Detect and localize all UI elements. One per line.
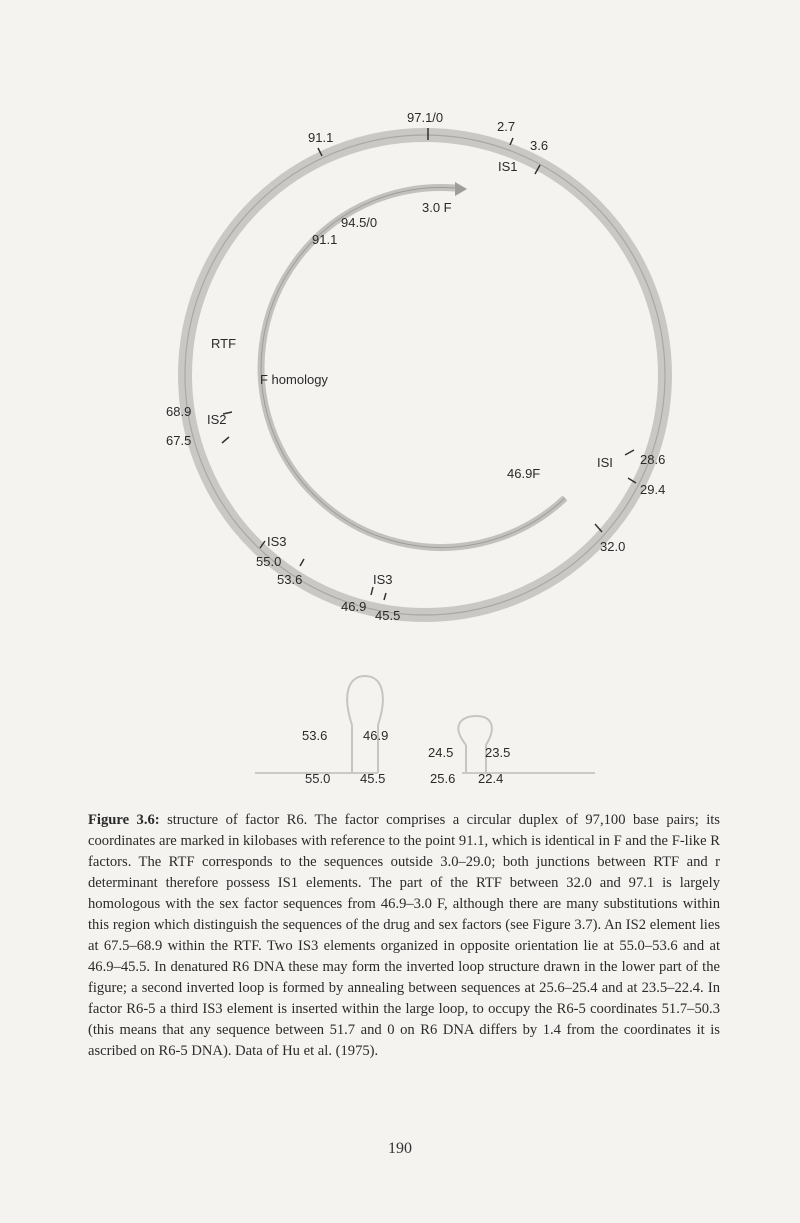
arc-arrow-head: [455, 182, 467, 196]
label-is3-left: IS3: [267, 534, 287, 549]
tick-550: [300, 559, 304, 566]
label-97: 97.1/0: [407, 110, 444, 125]
loop-label-469: 46.9: [363, 728, 389, 743]
label-rtf: RTF: [211, 336, 237, 351]
figure-caption-text: structure of factor R6. The factor comprises a circular duplex of 97,100 base pairs; its coordinates are marked in kilobases with reference to the point 91.1, which is identical in F and the F-like R factors. The RTF corresponds to the sequences outside 3.0–29.0; both junctions between RTF and r determinant therefore possess IS1 elements. The part of the RTF between 32.0 and 97.1 is largely homologous with the sex factor sequences from 46.9–3.0 F, although there are many substitutions within this region which distinguish the sequences of the drug and sex factors (see Figure 3.7). An IS2 element lies at 67.5–68.9 within the RTF. Two IS3 elements organized in opposite orientation lie at 55.0–53.6 and at 46.9–45.5. In denatured R6 DNA these may form the inverted loop structure drawn in the lower part of the figure; a second inverted loop is formed by annealing between sequences at 25.6–25.4 and at 23.5–22.4. In factor R6-5 a third IS3 element is inserted within the large loop, to occupy the R6-5 coordinates 51.7–50.3 (this means that any sequence between 51.7 and 0 on R6 DNA differs by 1.4 from the coordinates it is ascribed on R6-5 DNA). Data of Hu et al. (1975).: [88, 811, 720, 1059]
figure-caption-label: Figure 3.6:: [88, 811, 160, 828]
label-is3-bottom: IS3: [373, 572, 393, 587]
loop-label-536: 53.6: [302, 728, 328, 743]
label-is1-right: ISI: [597, 455, 613, 470]
label-675: 67.5: [166, 433, 192, 448]
label-550: 55.0: [256, 554, 282, 569]
label-is1-top: IS1: [498, 159, 518, 174]
loop-label-550: 55.0: [305, 771, 331, 786]
loop-b-stem: [466, 745, 486, 773]
tick-469: [371, 587, 373, 595]
label-294: 29.4: [640, 482, 666, 497]
label-945: 94.5/0: [341, 215, 378, 230]
label-f-start: 3.0 F: [422, 200, 452, 215]
label-469: 46.9: [341, 599, 367, 614]
label-91-top: 91.1: [308, 130, 334, 145]
loop-a: [347, 676, 383, 725]
label-469f: 46.9F: [507, 466, 541, 481]
label-is2: IS2: [207, 412, 227, 427]
loop-label-256: 25.6: [430, 771, 456, 786]
loop-label-455: 45.5: [360, 771, 386, 786]
tick-675: [222, 437, 229, 443]
f-homology-arc-edge: [261, 187, 565, 547]
label-27: 2.7: [497, 119, 516, 134]
label-689: 68.9: [166, 404, 192, 419]
figure-caption: [88, 810, 720, 1062]
loop-label-245: 24.5: [428, 745, 454, 760]
loop-label-235: 23.5: [485, 745, 511, 760]
label-286: 28.6: [640, 452, 666, 467]
label-536: 53.6: [277, 572, 303, 587]
label-91-inner: 91.1: [312, 232, 338, 247]
f-homology-arc: [261, 187, 565, 547]
tick-286: [625, 450, 634, 455]
label-320: 32.0: [600, 539, 626, 554]
loop-b: [458, 716, 491, 745]
tick-455: [384, 593, 386, 600]
loop-label-224: 22.4: [478, 771, 504, 786]
page-number: 190: [388, 1140, 412, 1157]
label-f-homology: F homology: [260, 372, 328, 387]
label-455: 45.5: [375, 608, 401, 623]
label-36: 3.6: [530, 138, 549, 153]
